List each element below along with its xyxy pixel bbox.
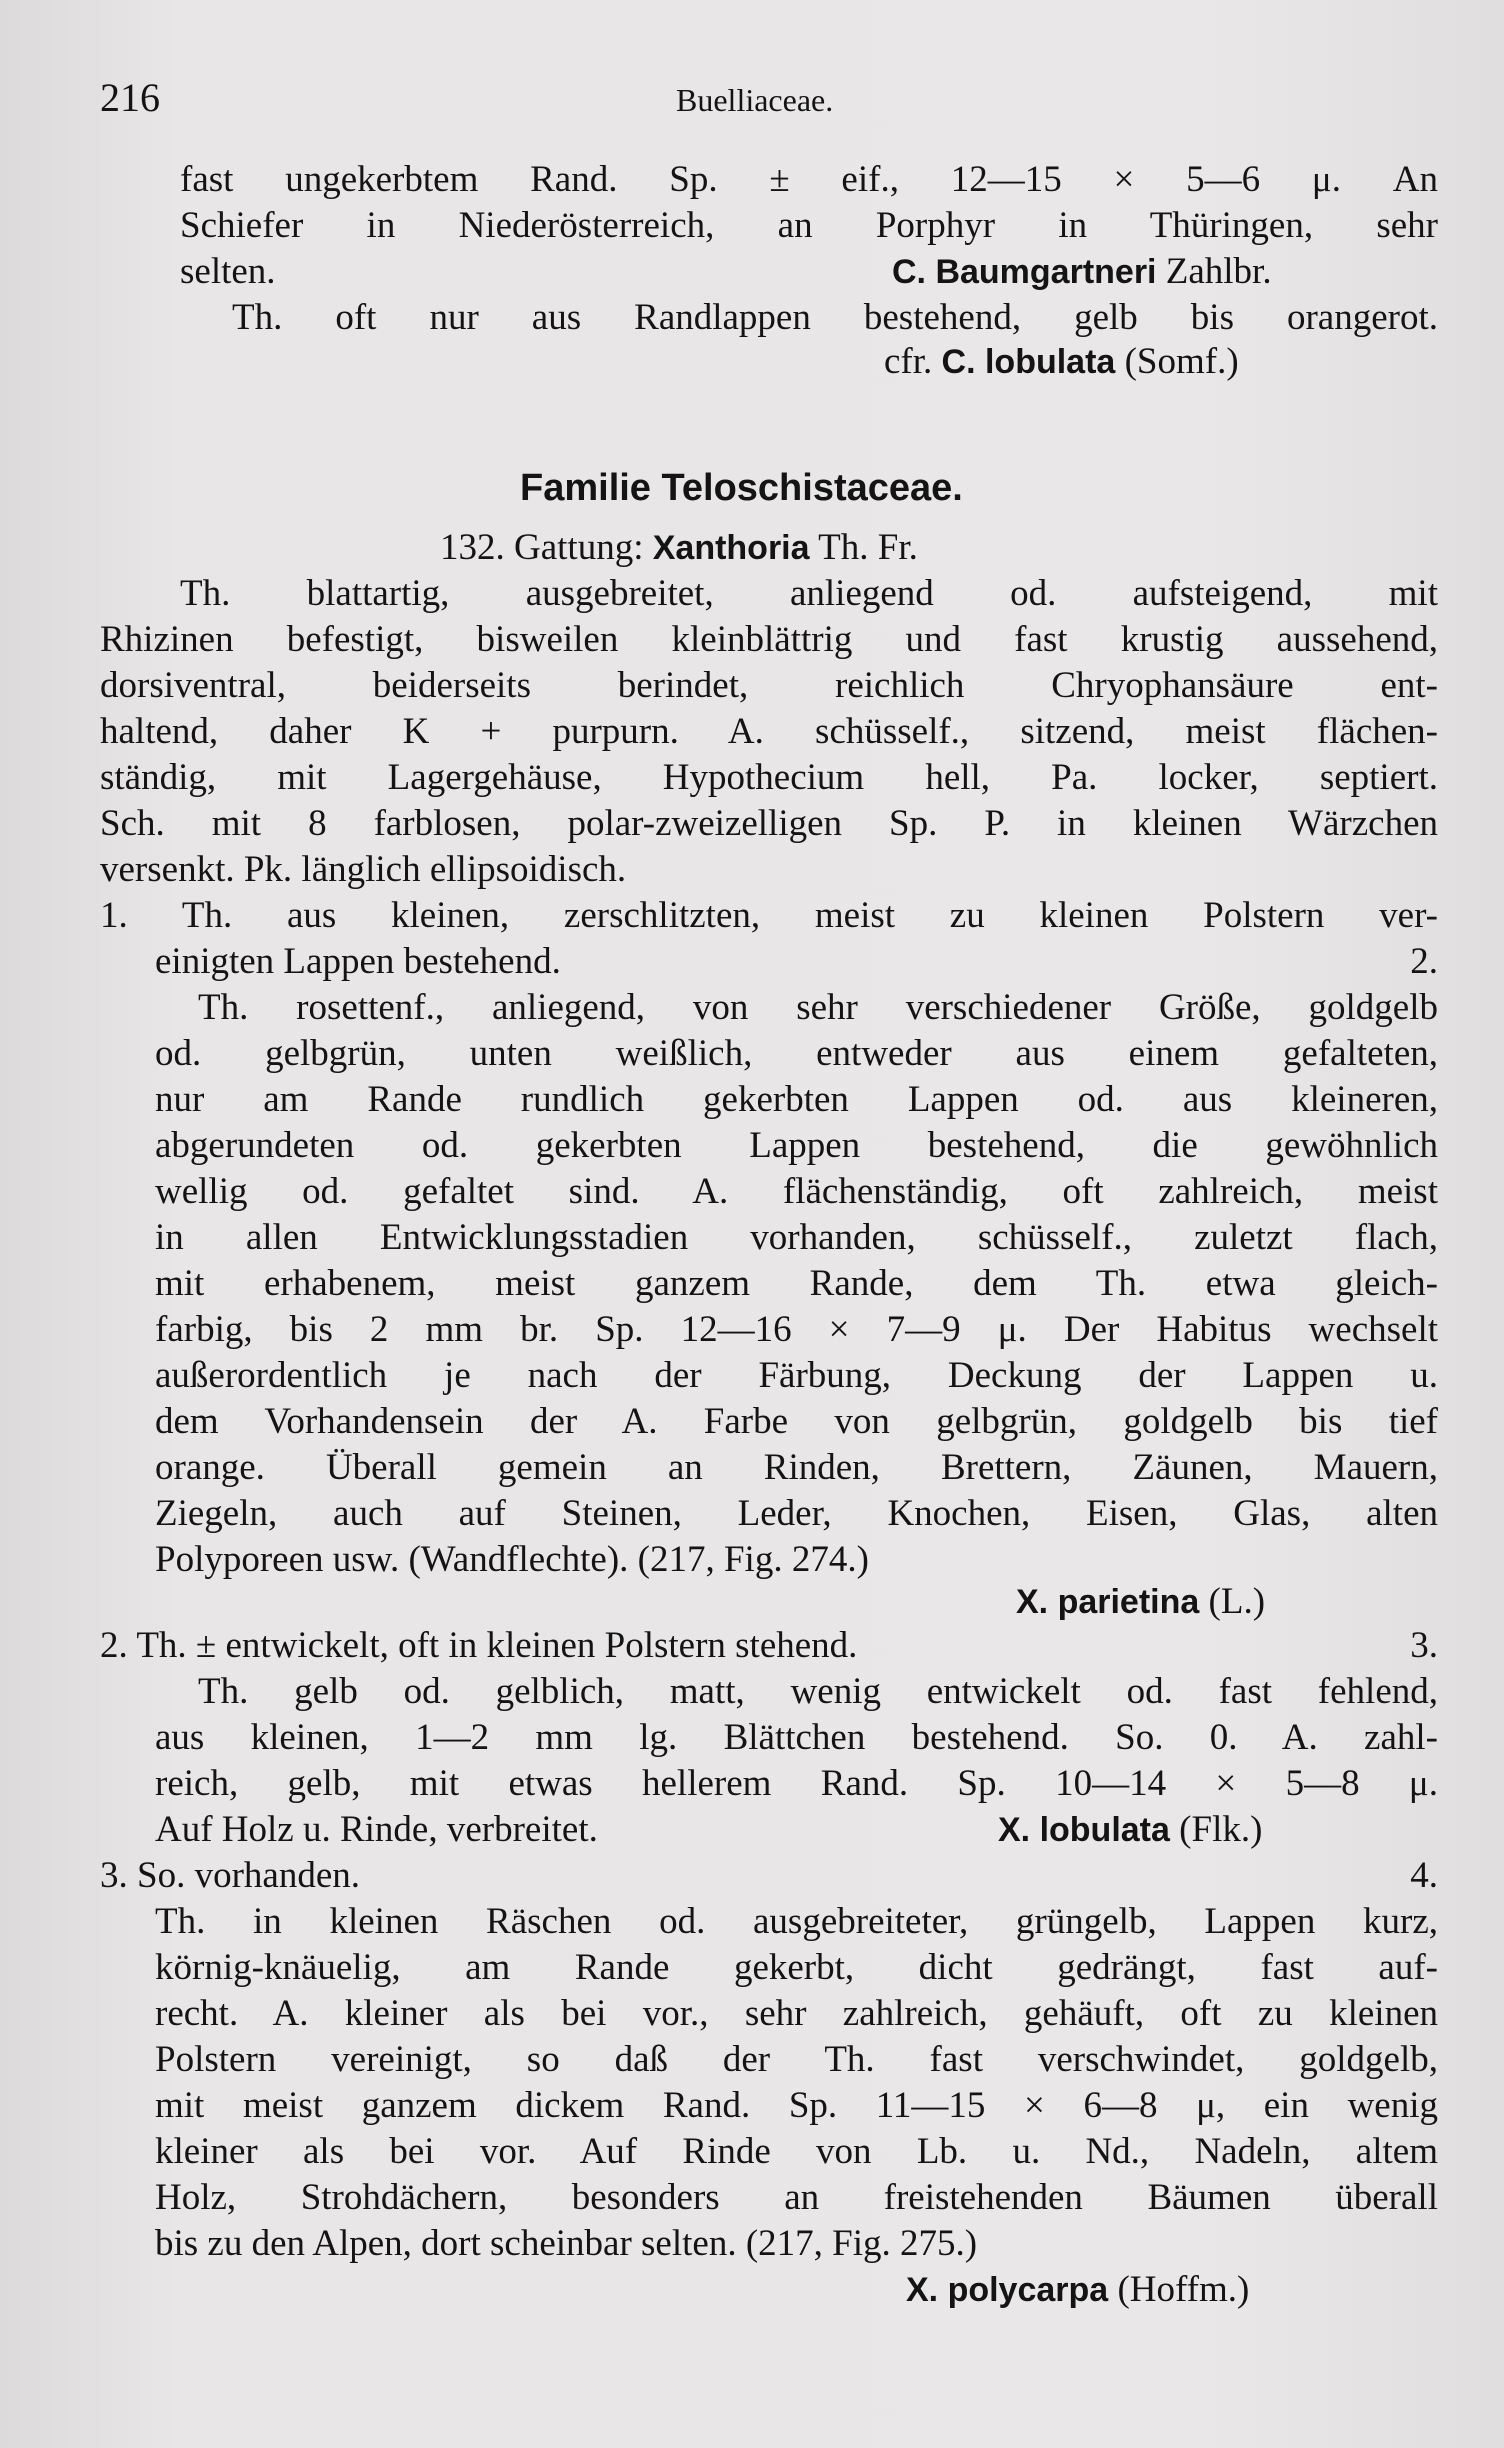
taxon-bold: C. lobulata: [941, 343, 1116, 381]
text-line: ständig, mit Lagergehäuse, Hypothecium hell, Pa. locker, septiert.: [100, 757, 1438, 798]
key-line: [155, 940, 1438, 984]
text-fragment: selten.: [180, 251, 276, 292]
text-fragment: 2. Th. ± entwickelt, oft in kleinen Polstern stehend.: [100, 1625, 858, 1666]
key-line: dem Vorhandensein der A. Farbe von gelbgrün, goldgelb bis tief: [155, 1401, 1438, 1442]
text-line: Rhizinen befestigt, bisweilen kleinblättrig und fast krustig aussehend,: [100, 619, 1438, 660]
page-number: 216: [100, 75, 160, 120]
key-line: [100, 1624, 1438, 1668]
key-lead: 3.: [1410, 1625, 1438, 1666]
key-line: bis zu den Alpen, dort scheinbar selten. (217, Fig. 275.): [155, 2223, 978, 2264]
genus-name: Xanthoria: [652, 529, 810, 567]
taxon-bold: X. lobulata: [998, 1811, 1170, 1849]
text-line: [180, 250, 1350, 294]
key-line: wellig od. gefaltet sind. A. flächenständig, oft zahlreich, meist: [155, 1171, 1438, 1212]
key-lead: 2.: [1410, 941, 1438, 982]
key-line: [155, 1808, 1355, 1852]
text-line: Th. blattartig, ausgebreitet, anliegend od. aufsteigend, mit: [180, 573, 1438, 614]
key-line: Th. gelb od. gelblich, matt, wenig entwickelt od. fast fehlend,: [198, 1671, 1438, 1712]
key-line: 1. Th. aus kleinen, zerschlitzten, meist zu kleinen Polstern ver-: [100, 895, 1438, 936]
running-title: Buelliaceae.: [676, 82, 834, 118]
key-line: [100, 1854, 1438, 1898]
key-line: nur am Rande rundlich gekerbten Lappen od. aus kleineren,: [155, 1079, 1438, 1120]
taxon-author: (L.): [1208, 1581, 1266, 1622]
key-line: Polyporeen usw. (Wandflechte). (217, Fig. 274.): [155, 1539, 869, 1580]
text-line: versenkt. Pk. länglich ellipsoidisch.: [100, 849, 627, 890]
taxon-author: Zahlbr.: [1165, 251, 1272, 292]
key-line: kleiner als bei vor. Auf Rinde von Lb. u. Nd., Nadeln, altem: [155, 2131, 1438, 2172]
key-line: Holz, Strohdächern, besonders an freistehenden Bäumen überall: [155, 2177, 1438, 2218]
key-line: Th. in kleinen Räschen od. ausgebreiteter, grüngelb, Lappen kurz,: [155, 1901, 1438, 1942]
text-fragment: einigten Lappen bestehend.: [155, 941, 561, 982]
taxon-author: (Hoffm.): [1117, 2269, 1250, 2310]
key-line: od. gelbgrün, unten weißlich, entweder aus einem gefalteten,: [155, 1033, 1438, 1074]
key-line: mit erhabenem, meist ganzem Rande, dem Th. etwa gleich-: [155, 1263, 1438, 1304]
taxon-bold: X. parietina: [1016, 1583, 1200, 1621]
taxon-name: [1016, 1580, 1265, 1624]
key-line: mit meist ganzem dickem Rand. Sp. 11—15 × 6—8 μ, ein wenig: [155, 2085, 1438, 2126]
genus-author: Th. Fr.: [818, 527, 918, 568]
key-line: Th. rosettenf., anliegend, von sehr verschiedener Größe, goldgelb: [198, 987, 1438, 1028]
text-fragment: cfr.: [884, 341, 933, 382]
key-lead: 4.: [1410, 1855, 1438, 1896]
text-line: Schiefer in Niederösterreich, an Porphyr in Thüringen, sehr: [180, 205, 1438, 246]
taxon-name: [884, 340, 1239, 384]
key-line: Ziegeln, auch auf Steinen, Leder, Knochen, Eisen, Glas, alten: [155, 1493, 1438, 1534]
family-heading: Familie Teloschistaceae.: [520, 467, 963, 509]
key-line: Polstern vereinigt, so daß der Th. fast verschwindet, goldgelb,: [155, 2039, 1438, 2080]
key-line: recht. A. kleiner als bei vor., sehr zahlreich, gehäuft, oft zu kleinen: [155, 1993, 1438, 2034]
taxon-bold: X. polycarpa: [906, 2271, 1109, 2309]
taxon-name: [892, 250, 1272, 294]
text-line: dorsiventral, beiderseits berindet, reichlich Chryophansäure ent-: [100, 665, 1438, 706]
key-line: körnig-knäuelig, am Rande gekerbt, dicht gedrängt, fast auf-: [155, 1947, 1438, 1988]
taxon-author: (Flk.): [1179, 1809, 1263, 1850]
key-line: abgerundeten od. gekerbten Lappen bestehend, die gewöhnlich: [155, 1125, 1438, 1166]
genus-prefix: 132. Gattung:: [440, 527, 644, 568]
key-line: reich, gelb, mit etwas hellerem Rand. Sp. 10—14 × 5—8 μ.: [155, 1763, 1438, 1804]
taxon-name: [998, 1808, 1262, 1852]
genus-heading: [440, 526, 918, 570]
key-line: orange. Überall gemein an Rinden, Brettern, Zäunen, Mauern,: [155, 1447, 1438, 1488]
key-line: farbig, bis 2 mm br. Sp. 12—16 × 7—9 μ. Der Habitus wechselt: [155, 1309, 1438, 1350]
text-line: Th. oft nur aus Randlappen bestehend, gelb bis orangerot.: [232, 297, 1438, 338]
key-line: in allen Entwicklungsstadien vorhanden, schüsself., zuletzt flach,: [155, 1217, 1438, 1258]
key-line: außerordentlich je nach der Färbung, Deckung der Lappen u.: [155, 1355, 1438, 1396]
taxon-name: [906, 2268, 1249, 2312]
text-line: fast ungekerbtem Rand. Sp. ± eif., 12—15 × 5—6 μ. An: [180, 159, 1438, 200]
taxon-bold: C. Baumgartneri: [892, 253, 1157, 291]
text-fragment: 3. So. vorhanden.: [100, 1855, 360, 1896]
text-line: haltend, daher K + purpurn. A. schüsself., sitzend, meist flächen-: [100, 711, 1438, 752]
taxon-author: (Somf.): [1124, 341, 1239, 382]
text-fragment: Auf Holz u. Rinde, verbreitet.: [155, 1809, 598, 1850]
text-line: Sch. mit 8 farblosen, polar-zweizelligen Sp. P. in kleinen Wärzchen: [100, 803, 1438, 844]
key-line: aus kleinen, 1—2 mm lg. Blättchen bestehend. So. 0. A. zahl-: [155, 1717, 1438, 1758]
